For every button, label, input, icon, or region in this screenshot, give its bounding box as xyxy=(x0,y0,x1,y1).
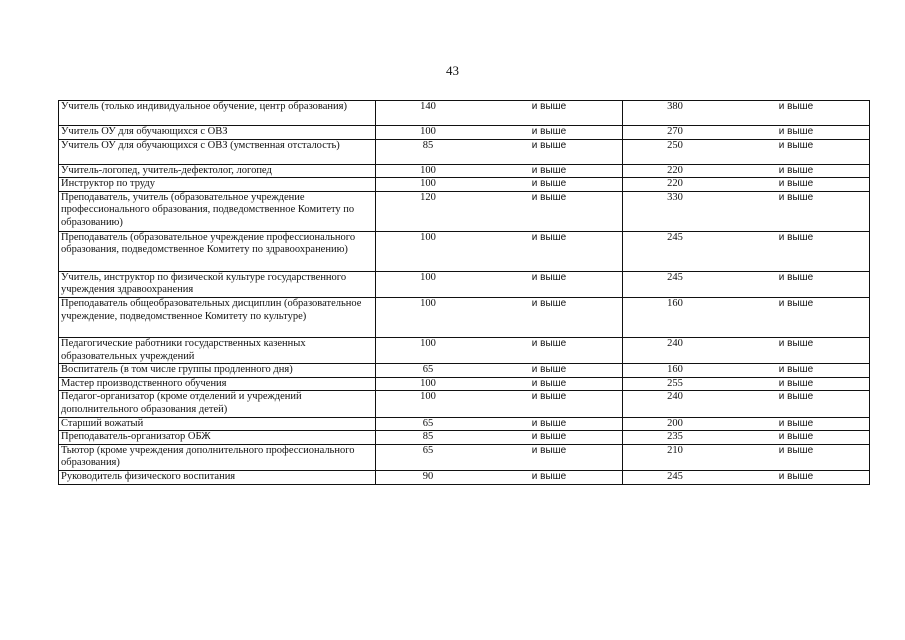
max-value-wrap xyxy=(625,431,867,444)
min-value-wrap xyxy=(378,418,620,431)
min-suffix: и выше xyxy=(531,191,567,203)
min-value-cell xyxy=(376,191,623,231)
min-value: 100 xyxy=(420,231,436,243)
max-value-cell xyxy=(623,444,870,470)
max-value-cell xyxy=(623,470,870,484)
min-value-cell xyxy=(376,271,623,297)
min-value: 100 xyxy=(420,164,436,176)
min-value-cell xyxy=(376,126,623,140)
min-value-wrap xyxy=(378,192,620,205)
max-value-cell xyxy=(623,178,870,192)
max-suffix: и выше xyxy=(778,417,814,429)
max-value: 380 xyxy=(667,101,683,112)
min-value-cell xyxy=(376,444,623,470)
min-suffix: и выше xyxy=(531,164,567,176)
position-cell: Учитель (только индивидуальное обучение, центр образования) xyxy=(59,101,376,126)
min-value-wrap xyxy=(378,126,620,139)
position-cell: Преподаватель (образовательное учреждение профессионального образования, подведомственное Комитету по здравоохранению) xyxy=(59,231,376,271)
min-suffix: и выше xyxy=(531,470,567,482)
max-value-wrap xyxy=(625,391,867,404)
position-cell: Воспитатель (в том числе группы продленного дня) xyxy=(59,364,376,378)
table-row xyxy=(59,191,870,231)
position-cell: Преподаватель-организатор ОБЖ xyxy=(59,431,376,445)
table-row xyxy=(59,164,870,178)
min-value-wrap xyxy=(378,431,620,444)
min-value-wrap xyxy=(378,378,620,391)
min-value: 65 xyxy=(422,364,434,376)
min-value-wrap xyxy=(378,471,620,484)
max-value-wrap xyxy=(625,445,867,458)
position-cell: Тьютор (кроме учреждения дополнительного профессионального образования) xyxy=(59,444,376,470)
max-value-wrap xyxy=(625,272,867,285)
min-suffix: и выше xyxy=(531,271,567,283)
table-row xyxy=(59,444,870,470)
min-suffix: и выше xyxy=(531,444,567,456)
max-suffix: и выше xyxy=(778,139,814,151)
max-suffix: и выше xyxy=(778,297,814,309)
min-value: 100 xyxy=(420,391,436,403)
position-cell: Преподаватель, учитель (образовательное учреждение профессионального образования, подведомственное Комитету по образованию) xyxy=(59,191,376,231)
min-suffix: и выше xyxy=(531,101,567,112)
max-value-cell xyxy=(623,391,870,417)
max-value-wrap xyxy=(625,192,867,205)
max-value-wrap xyxy=(625,338,867,351)
max-value-wrap xyxy=(625,364,867,377)
max-value-wrap xyxy=(625,165,867,178)
table-row xyxy=(59,431,870,445)
max-value-cell xyxy=(623,139,870,164)
min-suffix: и выше xyxy=(531,139,567,151)
min-value: 65 xyxy=(422,444,434,456)
position-cell: Инструктор по труду xyxy=(59,178,376,192)
min-value: 100 xyxy=(420,271,436,283)
table-row xyxy=(59,337,870,363)
max-value-cell xyxy=(623,101,870,126)
position-cell: Учитель-логопед, учитель-дефектолог, логопед xyxy=(59,164,376,178)
min-suffix: и выше xyxy=(531,391,567,403)
max-value-wrap xyxy=(625,140,867,153)
table-row xyxy=(59,271,870,297)
max-value: 245 xyxy=(667,231,683,243)
min-value: 140 xyxy=(420,101,436,112)
min-suffix: и выше xyxy=(531,297,567,309)
min-suffix: и выше xyxy=(531,337,567,349)
min-value-wrap xyxy=(378,298,620,311)
max-value: 160 xyxy=(667,297,683,309)
table-row xyxy=(59,297,870,337)
min-suffix: и выше xyxy=(531,231,567,243)
min-suffix: и выше xyxy=(531,417,567,429)
max-value-wrap xyxy=(625,178,867,191)
max-suffix: и выше xyxy=(778,377,814,389)
min-value-wrap xyxy=(378,165,620,178)
table-row xyxy=(59,391,870,417)
max-value: 210 xyxy=(667,444,683,456)
max-value-cell xyxy=(623,297,870,337)
min-value: 100 xyxy=(420,377,436,389)
max-value-wrap xyxy=(625,101,867,114)
max-value-cell xyxy=(623,337,870,363)
max-suffix: и выше xyxy=(778,470,814,482)
max-value-wrap xyxy=(625,418,867,431)
table-row xyxy=(59,377,870,391)
table-row xyxy=(59,178,870,192)
table-row xyxy=(59,470,870,484)
position-cell: Преподаватель общеобразовательных дисциплин (образовательное учреждение, подведомственное Комитету по культуре) xyxy=(59,297,376,337)
position-cell: Мастер производственного обучения xyxy=(59,377,376,391)
min-value-wrap xyxy=(378,101,620,114)
max-value-cell xyxy=(623,231,870,271)
min-suffix: и выше xyxy=(531,178,567,190)
position-cell: Руководитель физического воспитания xyxy=(59,470,376,484)
min-value-cell xyxy=(376,164,623,178)
max-suffix: и выше xyxy=(778,231,814,243)
min-value-cell xyxy=(376,377,623,391)
min-value-cell xyxy=(376,417,623,431)
max-suffix: и выше xyxy=(778,101,814,112)
min-value: 120 xyxy=(420,191,436,203)
max-suffix: и выше xyxy=(778,178,814,190)
table-row xyxy=(59,417,870,431)
max-value-cell xyxy=(623,164,870,178)
max-suffix: и выше xyxy=(778,431,814,443)
max-value: 245 xyxy=(667,470,683,482)
min-value-wrap xyxy=(378,391,620,404)
max-value-cell xyxy=(623,126,870,140)
min-value: 85 xyxy=(422,431,434,443)
positions-table xyxy=(58,100,870,485)
max-value-wrap xyxy=(625,298,867,311)
min-value-cell xyxy=(376,391,623,417)
position-cell: Учитель ОУ для обучающихся с ОВЗ (умственная отсталость) xyxy=(59,139,376,164)
min-value-cell xyxy=(376,364,623,378)
min-value-cell xyxy=(376,101,623,126)
min-value-cell xyxy=(376,178,623,192)
min-value-wrap xyxy=(378,364,620,377)
max-suffix: и выше xyxy=(778,391,814,403)
max-value: 235 xyxy=(667,431,683,443)
table-row xyxy=(59,231,870,271)
max-value: 270 xyxy=(667,126,683,137)
max-value-cell xyxy=(623,431,870,445)
max-value-wrap xyxy=(625,232,867,245)
min-value-wrap xyxy=(378,232,620,245)
max-value-cell xyxy=(623,377,870,391)
page-number: 43 xyxy=(446,63,459,78)
min-value: 100 xyxy=(420,297,436,309)
min-value-cell xyxy=(376,431,623,445)
min-value-cell xyxy=(376,139,623,164)
min-value: 100 xyxy=(420,337,436,349)
max-value-wrap xyxy=(625,126,867,139)
min-value-wrap xyxy=(378,445,620,458)
min-value-wrap xyxy=(378,272,620,285)
position-cell: Учитель ОУ для обучающихся с ОВЗ xyxy=(59,126,376,140)
min-value-wrap xyxy=(378,140,620,153)
max-suffix: и выше xyxy=(778,164,814,176)
max-value: 220 xyxy=(667,178,683,190)
table-body xyxy=(59,101,870,485)
max-value: 245 xyxy=(667,271,683,283)
min-value: 85 xyxy=(422,139,434,151)
max-value: 255 xyxy=(667,377,683,389)
min-suffix: и выше xyxy=(531,126,567,137)
max-value: 160 xyxy=(667,364,683,376)
min-value-wrap xyxy=(378,178,620,191)
max-value-wrap xyxy=(625,471,867,484)
min-value-cell xyxy=(376,297,623,337)
min-value: 100 xyxy=(420,126,436,137)
min-value: 100 xyxy=(420,178,436,190)
min-value-wrap xyxy=(378,338,620,351)
table-row xyxy=(59,139,870,164)
max-suffix: и выше xyxy=(778,191,814,203)
max-value-cell xyxy=(623,191,870,231)
max-value-cell xyxy=(623,417,870,431)
table-row xyxy=(59,101,870,126)
max-suffix: и выше xyxy=(778,444,814,456)
max-suffix: и выше xyxy=(778,364,814,376)
max-value-wrap xyxy=(625,378,867,391)
position-cell: Педагог-организатор (кроме отделений и учреждений дополнительного образования детей) xyxy=(59,391,376,417)
min-value-cell xyxy=(376,337,623,363)
max-value: 250 xyxy=(667,139,683,151)
position-cell: Старший вожатый xyxy=(59,417,376,431)
max-value: 240 xyxy=(667,391,683,403)
max-suffix: и выше xyxy=(778,271,814,283)
min-suffix: и выше xyxy=(531,364,567,376)
position-cell: Учитель, инструктор по физической культуре государственного учреждения здравоохранения xyxy=(59,271,376,297)
max-value: 200 xyxy=(667,417,683,429)
table-row xyxy=(59,364,870,378)
max-value: 240 xyxy=(667,337,683,349)
min-value-cell xyxy=(376,470,623,484)
min-value: 65 xyxy=(422,417,434,429)
min-value-cell xyxy=(376,231,623,271)
max-value-cell xyxy=(623,271,870,297)
max-suffix: и выше xyxy=(778,337,814,349)
min-suffix: и выше xyxy=(531,377,567,389)
max-value: 330 xyxy=(667,191,683,203)
min-value: 90 xyxy=(422,470,434,482)
position-cell: Педагогические работники государственных казенных образовательных учреждений xyxy=(59,337,376,363)
min-suffix: и выше xyxy=(531,431,567,443)
table-row xyxy=(59,126,870,140)
max-value: 220 xyxy=(667,164,683,176)
max-value-cell xyxy=(623,364,870,378)
max-suffix: и выше xyxy=(778,126,814,137)
